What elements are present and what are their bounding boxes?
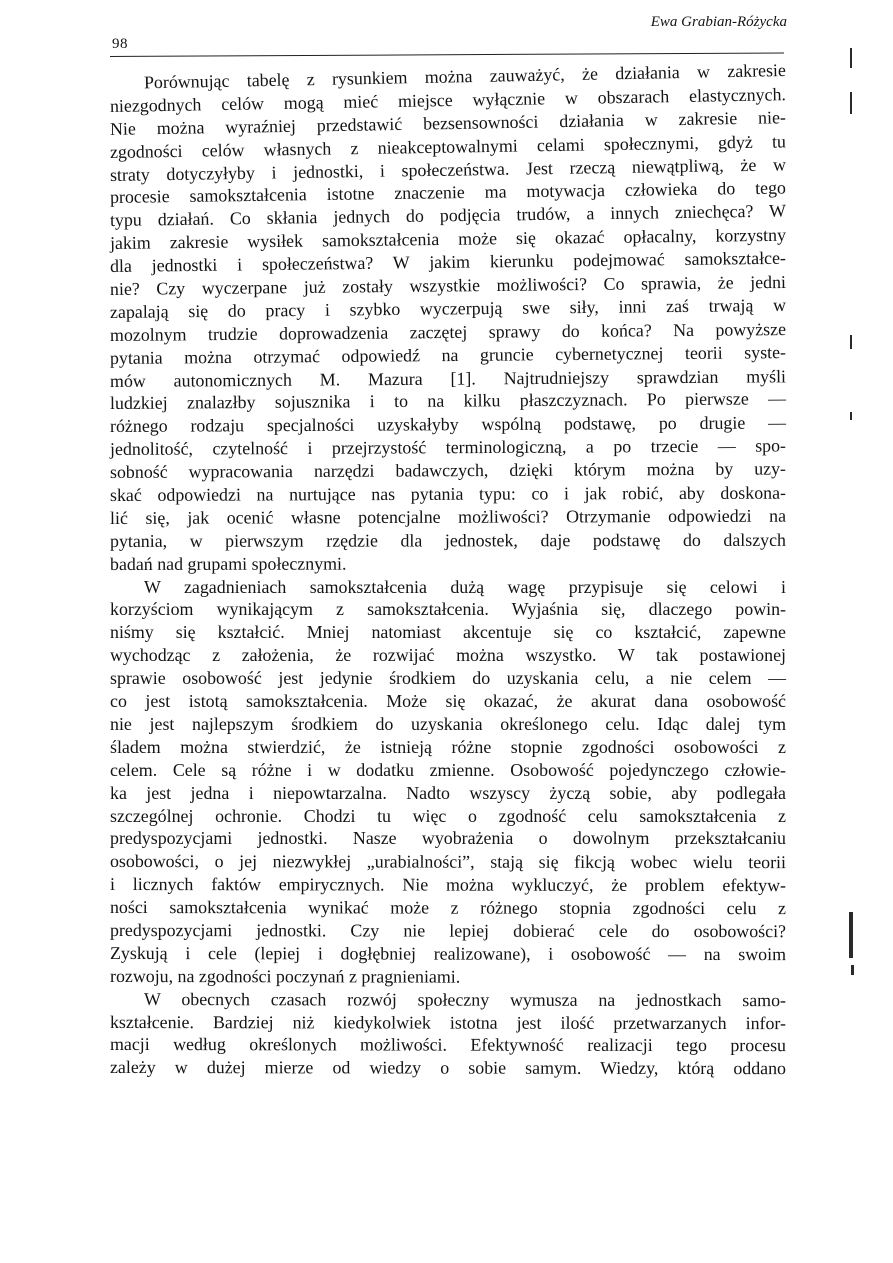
text-line: predyspozycjami jednostki. Nasze wyobrażenia o dowolnym przekształcaniu xyxy=(110,828,786,849)
text-line: Porównując tabelę z rysunkiem można zauważyć, że działania w zakresie xyxy=(143,60,787,93)
scan-mark xyxy=(850,412,852,420)
text-line: osobowości, o jej niezwykłej „urabialności”, stają się fikcją wobec wielu teorii xyxy=(109,851,787,873)
text-line: W obecnych czasach rozwój społeczny wymusza na jednostkach samo- xyxy=(143,988,787,1010)
text-line: ności samokształcenia wynikać może z różnego stopnia zgodności celu z xyxy=(109,897,787,919)
text-line: procesie samokształcenia istotne znaczenie ma motywacja człowieka do tego xyxy=(109,178,787,208)
text-line: Nie można wyraźniej przedstawić bezsensowności działania w zakresie nie- xyxy=(109,106,787,139)
text-line: typu działań. Co skłania jednych do podjęcia trudów, a innych zniechęca? W xyxy=(109,200,787,231)
text-line: różnego rodzaju specjalności uzyskałyby wspólną podstawę, po drugie — xyxy=(109,412,787,437)
scan-mark xyxy=(849,912,853,958)
body-text xyxy=(109,60,787,1079)
text-line: mów autonomicznych M. Mazura [1]. Najtrudniejszy sprawdzian myśli xyxy=(109,365,787,391)
text-line: pytania można otrzymać odpowiedź na gruncie cybernetycznej teorii syste- xyxy=(109,341,787,368)
text-line: niezgodnych celów mogą mieć miejsce wyłącznie w obszarach elastycznych. xyxy=(109,84,787,116)
text-line: zależy w dużej mierze od wiedzy o sobie samym. Wiedzy, którą oddano xyxy=(109,1057,787,1079)
text-line: skać odpowiedzi na nurtujące nas pytania typu: co i jak robić, aby doskona- xyxy=(109,482,787,506)
text-line: badań nad grupami społecznymi. xyxy=(109,553,347,574)
page-number: 98 xyxy=(112,36,128,52)
text-line: co jest istotą samokształcenia. Może się okazać, że akurat dana osobowość xyxy=(110,691,786,712)
scan-mark xyxy=(850,335,852,349)
text-line: korzyściom wynikającym z samokształcenia. Wyjaśnia się, dlaczego powin- xyxy=(110,599,786,620)
text-line: szczególnej ochronie. Chodzi tu więc o zgodność celu samokształcenia z xyxy=(110,805,786,826)
text-line: straty dotyczyłyby i jednostki, i społeczeństwa. Jest rzeczą niewątpliwą, że w xyxy=(109,153,787,185)
text-line: kształcenie. Bardziej niż kiedykolwiek istotna jest ilość przetwarzanych infor- xyxy=(109,1011,787,1033)
text-line: jakim zakresie wysiłek samokształcenia może się okazać opłacalny, korzystny xyxy=(109,224,787,254)
text-line: dla jednostki i społeczeństwa? W jakim kierunku podejmować samokształce- xyxy=(109,247,787,277)
text-line: i licznych faktów empirycznych. Nie można wykluczyć, że problem efektyw- xyxy=(109,874,787,896)
text-line: wychodząc z założenia, że rozwijać można wszystko. W tak postawionej xyxy=(110,645,786,666)
text-line: mozolnym trudzie doprowadzenia zaczętej sprawy do końca? Na powyższe xyxy=(109,318,787,345)
scan-mark xyxy=(850,48,852,68)
text-line: lić się, jak ocenić własne potencjalne możliwości? Otrzymanie odpowiedzi na xyxy=(109,505,787,528)
text-line: nie jest najlepszym środkiem do uzyskania określonego celu. Idąc dalej tym xyxy=(110,713,786,734)
text-line: W zagadnieniach samokształcenia dużą wagę przypisuje się celowi i xyxy=(144,576,786,597)
text-line: zapalają się do pracy i szybko wyczerpują swe siły, inni zaś trwają w xyxy=(109,294,787,322)
text-line: sobność wypracowania narzędzi badawczych, dzięki którym można by uzy- xyxy=(109,458,787,483)
text-line: sprawie osobowość jest jedynie środkiem do uzyskania celu, a nie celem — xyxy=(110,668,786,689)
text-line: ludzkiej znalazłby sojusznika i to na kilku płaszczyznach. Po pierwsze — xyxy=(109,388,787,414)
scan-mark xyxy=(851,965,854,975)
text-line: celem. Cele są różne i w dodatku zmienne. Osobowość pojedynczego człowie- xyxy=(110,759,786,780)
text-line: predyspozycjami jednostki. Czy nie lepiej dobierać cele do osobowości? xyxy=(109,919,787,942)
text-line: niśmy się kształcić. Mniej natomiast akcentuje się co kształcić, zapewne xyxy=(110,622,786,643)
scan-mark xyxy=(850,92,852,114)
text-line: rozwoju, na zgodności poczynań z pragnieniami. xyxy=(109,965,461,987)
text-line: jednolitość, czytelność i przejrzystość terminologiczną, a po trzecie — spo- xyxy=(109,435,787,460)
text-line: macji według określonych możliwości. Efektywność realizacji tego procesu xyxy=(109,1034,787,1056)
text-line: Zyskują i cele (lepiej i dogłębniej realizowane), i osobowość — na swoim xyxy=(109,942,787,965)
header-rule xyxy=(110,52,784,57)
text-line: śladem można stwierdzić, że istnieją różne stopnie zgodności osobowości z xyxy=(110,736,786,757)
text-line: nie? Czy wyczerpane już zostały wszystkie możliwości? Co sprawia, że jedni xyxy=(109,271,787,300)
text-line: pytania, w pierwszym rzędzie dla jednostek, daje podstawę do dalszych xyxy=(109,529,787,551)
text-line: ka jest jedna i niepowtarzalna. Nadto wszyscy życzą sobie, aby podlegała xyxy=(110,782,786,803)
running-head: Ewa Grabian-Różycka xyxy=(650,14,787,30)
text-line: zgodności celów własnych z nieakceptowalnymi celami społecznymi, gdyż tu xyxy=(109,131,787,162)
